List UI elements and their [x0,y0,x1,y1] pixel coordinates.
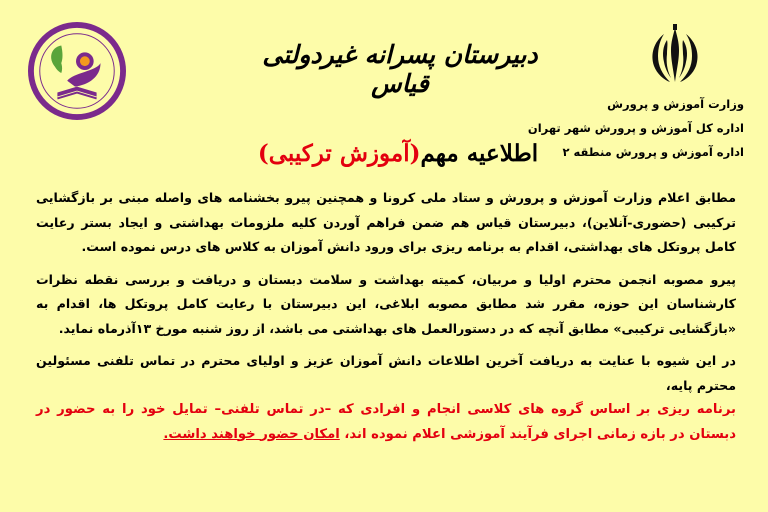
highlight-underlined-text: امکان حضور خواهند داشت. [163,426,340,442]
ministry-header [540,20,750,90]
announcement-title-main: اطلاعیه مهم [420,140,539,167]
ministry-line-3: اداره آموزش و پرورش منطقه ۲ [562,145,744,159]
ministry-lines [528,92,744,164]
school-logo [28,22,126,120]
announcement-title-highlight: (آموزش ترکیبی) [257,140,421,167]
ministry-line-1: وزارت آموزش و پرورش [607,97,744,111]
iran-emblem-icon [640,20,710,90]
ministry-line-2: اداره کل آموزش و پرورش شهر تهران [527,121,744,135]
paragraph-1: مطابق اعلام وزارت آموزش و پرورش و ستاد ملی کرونا و همچنین پیرو بخشنامه های واصله مبنی بر بازگشایی ترکیبی (حضوری-آنلاین)، دبیرستان قیاس هم ضمن فراهم آوردن کلیه ملزومات بهداشتی و ایجاد بستر رعایت کامل پروتکل های بهداشتی، اقدام به برنامه ریزی برای ورود دانش آموزان به کلاس های درس نموده است. [36,190,736,254]
highlight-text: برنامه ریزی بر اساس گروه های کلاسی انجام و افرادی که –در تماس تلفنی– تمایل خود را به حضور در دبستان در بازه زمانی اجرای فرآیند آموزشی اعلام نموده اند، [36,402,736,442]
announcement-title [248,140,548,167]
paragraph-2: پیرو مصوبه انجمن محترم اولیا و مربیان، کمیته بهداشت و سلامت دبستان و دریافت و بررسی نقطه نظرات کارشناسان این حوزه، مقرر شد مطابق مصوبه ابلاغی، این دبیرستان با رعایت کامل پروتکل ها، اقدام به «بازگشایی ترکیبی» مطابق آنچه که در دستورالعمل های بهداشتی می باشد، از روز شنبه مورخ ۱۳آذرماه نماید. [36,271,736,336]
announcement-body [36,186,736,455]
school-title: دبیرستان پسرانه غیردولتی قیاس [262,40,538,98]
paragraph-highlight [36,398,736,447]
paragraph-3: در این شیوه با عنایت به دریافت آخرین اطلاعات دانش آموزان عزیز و اولیای محترم در تماس تلفنی مسئولین محترم پایه، [36,353,736,393]
